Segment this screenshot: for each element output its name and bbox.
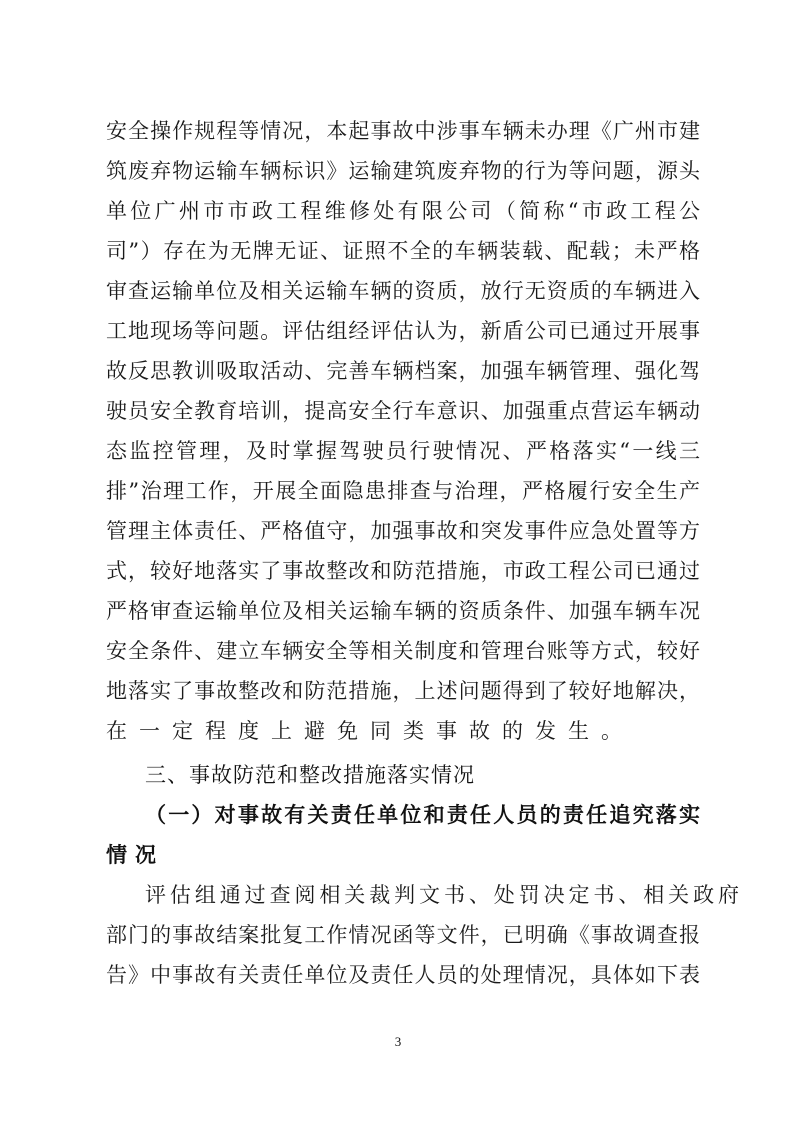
body-text-line: 工地现场等问题。评估组经评估认为，新盾公司已通过开展事 xyxy=(106,319,700,343)
body-text-line: 安全操作规程等情况，本起事故中涉事车辆未办理《广州市建 xyxy=(106,119,700,143)
body-text-line-last: 在一定程度上避免同类事故的发生。 xyxy=(106,719,634,743)
body-text-line: 地落实了事故整改和防范措施，上述问题得到了较好地解决， xyxy=(106,679,700,703)
paragraph-first-line: 评估组通过查阅相关裁判文书、处罚决定书、相关政府 xyxy=(145,883,739,907)
body-text-line: 驶员安全教育培训，提高安全行车意识、加强重点营运车辆动 xyxy=(106,399,700,423)
body-text-line: 严格审查运输单位及相关运输车辆的资质条件、加强车辆车况 xyxy=(106,599,700,623)
body-text-line: 安全条件、建立车辆安全等相关制度和管理台账等方式，较好 xyxy=(106,639,700,663)
page-number: 3 xyxy=(394,1034,402,1049)
body-text-line: 故反思教训吸取活动、完善车辆档案，加强车辆管理、强化驾 xyxy=(106,359,700,383)
body-text-line: 司”）存在为无牌无证、证照不全的车辆装载、配载；未严格 xyxy=(106,239,700,263)
section-heading: 三、事故防范和整改措施落实情况 xyxy=(145,763,475,787)
body-text-line: 告》中事故有关责任单位及责任人员的处理情况，具体如下表 xyxy=(106,963,700,987)
body-text-line: 单位广州市市政工程维修处有限公司（简称“市政工程公 xyxy=(106,199,700,223)
body-text-line: 部门的事故结案批复工作情况函等文件，已明确《事故调查报 xyxy=(106,923,700,947)
body-text-line: 态监控管理，及时掌握驾驶员行驶情况、严格落实“一线三 xyxy=(106,439,700,463)
body-text-line: 筑废弃物运输车辆标识》运输建筑废弃物的行为等问题，源头 xyxy=(106,159,700,183)
subsection-heading-continued: 情况 xyxy=(106,842,164,867)
body-text-line: 审查运输单位及相关运输车辆的资质，放行无资质的车辆进入 xyxy=(106,279,700,303)
subsection-heading: （一）对事故有关责任单位和责任人员的责任追究落实 xyxy=(145,802,700,827)
body-text-line: 排”治理工作，开展全面隐患排查与治理，严格履行安全生产 xyxy=(106,479,700,503)
body-text-line: 管理主体责任、严格值守，加强事故和突发事件应急处置等方 xyxy=(106,519,700,543)
body-text-line: 式，较好地落实了事故整改和防范措施，市政工程公司已通过 xyxy=(106,559,700,583)
